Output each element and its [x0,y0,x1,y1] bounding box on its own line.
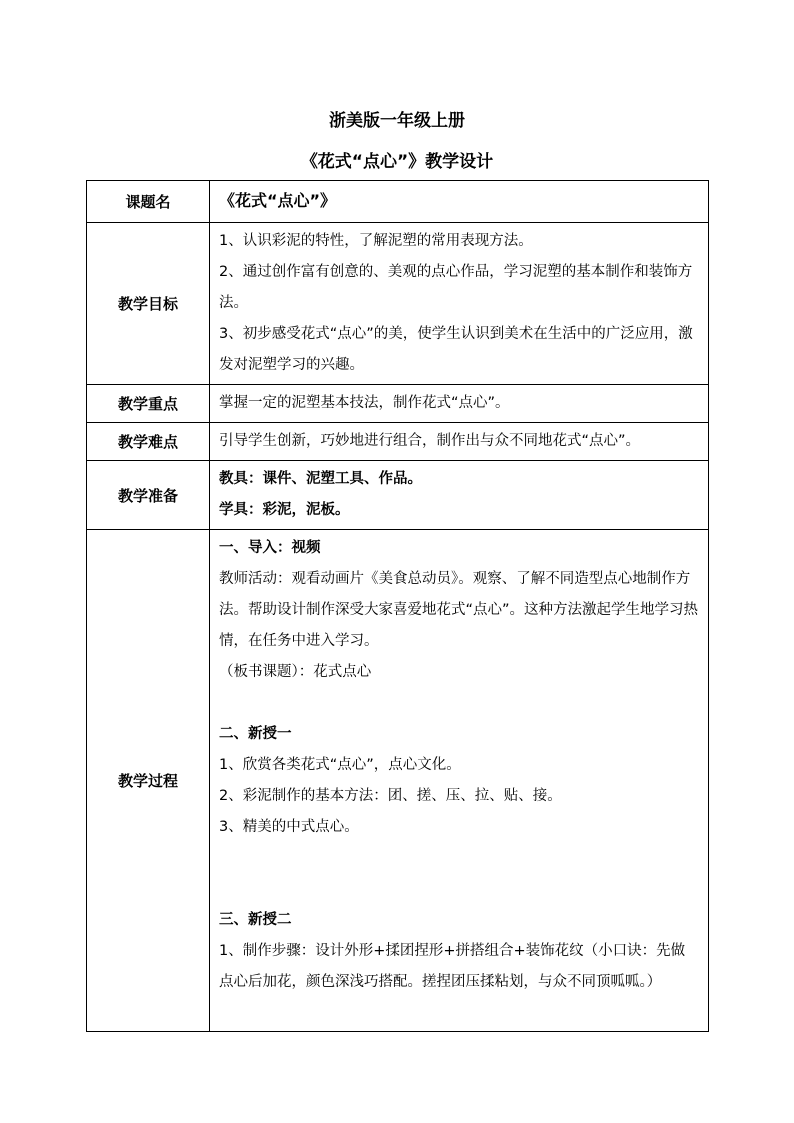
goals-cell [210,223,709,385]
list-item: 3、精美的中式点心。 [219,819,359,835]
table-row-preparation [87,461,709,530]
document-title: 《花式“点心”》教学设计 [300,152,494,172]
row-label-key-point: 教学重点 [87,385,210,423]
spacer [219,843,699,874]
production-steps: 1、制作步骤：设计外形+揉团捏形+拼搭组合+装饰花纹（小口诀：先做点心后加花，颜色深浅巧搭配。搓捏团压揉粘划，与众不同顶呱呱。） [219,943,686,990]
difficulty-value: 引导学生创新，巧妙地进行组合，制作出与众不同地花式“点心”。 [210,423,709,461]
key-point-value: 掌握一定的泥塑基本技法，制作花式“点心”。 [210,385,709,423]
spacer [219,874,699,905]
table-row-goals [87,223,709,385]
teacher-activity: 教师活动：观看动画片《美食总动员》。观察、了解不同造型点心地制作方法。帮助设计制作深受大家喜爱地花式“点心”。这种方法激起学生地学习热情，在任务中进入学习。 [219,571,699,649]
section-heading: 三、新授二 [219,912,292,928]
section-heading: 一、导入：视频 [219,540,321,556]
table-row-key-point [87,385,709,423]
preparation-cell [210,461,709,530]
document-subtitle: 浙美版一年级上册 [329,111,465,131]
section-heading: 二、新授一 [219,726,292,742]
spacer [219,688,699,719]
list-item: 2、彩泥制作的基本方法：团、搓、压、拉、贴、接。 [219,788,562,804]
list-item: 1、欣赏各类花式“点心”，点心文化。 [219,757,461,773]
row-label-process: 教学过程 [87,530,210,1032]
row-label-topic: 课题名 [87,181,210,223]
student-materials: 学具：彩泥，泥板。 [219,502,350,518]
teacher-materials: 教具：课件、泥塑工具、作品。 [219,471,422,487]
topic-value: 《花式“点心”》 [219,191,337,210]
table-row-topic [87,181,709,223]
goal-item: 1、认识彩泥的特性，了解泥塑的常用表现方法。 [219,233,533,249]
row-label-goals: 教学目标 [87,223,210,385]
table-row-process [87,530,709,1032]
lesson-plan-table [86,180,709,1032]
row-label-preparation: 教学准备 [87,461,210,530]
topic-value-cell [210,181,709,223]
row-label-difficulty: 教学难点 [87,423,210,461]
goal-item: 2、通过创作富有创意的、美观的点心作品，学习泥塑的基本制作和装饰方法。 [219,264,693,311]
board-note: （板书课题）：花式点心 [219,664,372,680]
process-cell [210,530,709,1032]
goal-item: 3、初步感受花式“点心”的美，使学生认识到美术在生活中的广泛应用，激发对泥塑学习的兴趣。 [219,326,693,373]
table-row-difficulty [87,423,709,461]
